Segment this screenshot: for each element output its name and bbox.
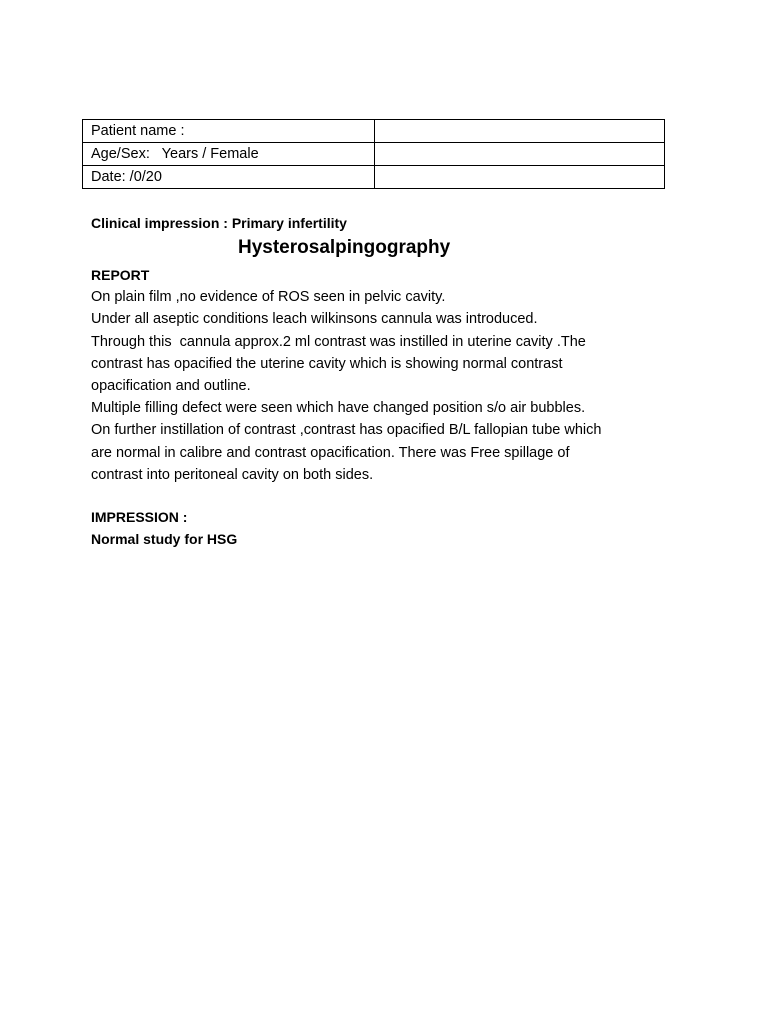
patient-name-label: Patient name : xyxy=(83,120,375,143)
report-line: contrast has opacified the uterine cavity which is showing normal contrast xyxy=(91,355,563,372)
impression-text: Normal study for HSG xyxy=(91,531,238,548)
patient-name-row xyxy=(83,120,665,143)
report-section xyxy=(91,264,691,550)
report-line: Multiple filling defect were seen which have changed position s/o air bubbles. xyxy=(91,400,586,417)
clinical-impression: Clinical impression : Primary infertility xyxy=(91,215,347,231)
patient-info-table xyxy=(82,119,665,189)
report-heading: REPORT xyxy=(91,267,150,283)
report-line: opacification and outline. xyxy=(91,378,251,395)
age-sex-row xyxy=(83,143,665,166)
report-title: Hysterosalpingography xyxy=(238,237,451,258)
date-value xyxy=(375,166,665,189)
age-sex-label: Age/Sex: Years / Female xyxy=(83,143,375,166)
report-line: Under all aseptic conditions leach wilkinsons cannula was introduced. xyxy=(91,311,538,328)
report-line: On plain film ,no evidence of ROS seen in pelvic cavity. xyxy=(91,289,446,306)
spacer xyxy=(91,486,691,506)
impression-heading: IMPRESSION : xyxy=(91,509,188,526)
report-line: On further instillation of contrast ,contrast has opacified B/L fallopian tube which xyxy=(91,422,602,439)
date-row xyxy=(83,166,665,189)
report-line: contrast into peritoneal cavity on both sides. xyxy=(91,466,374,483)
patient-name-value xyxy=(375,120,665,143)
report-line: are normal in calibre and contrast opacification. There was Free spillage of xyxy=(91,444,570,461)
date-label: Date: /0/20 xyxy=(83,166,375,189)
age-sex-value xyxy=(375,143,665,166)
report-line: Through this cannula approx.2 ml contrast was instilled in uterine cavity .The xyxy=(91,333,586,350)
